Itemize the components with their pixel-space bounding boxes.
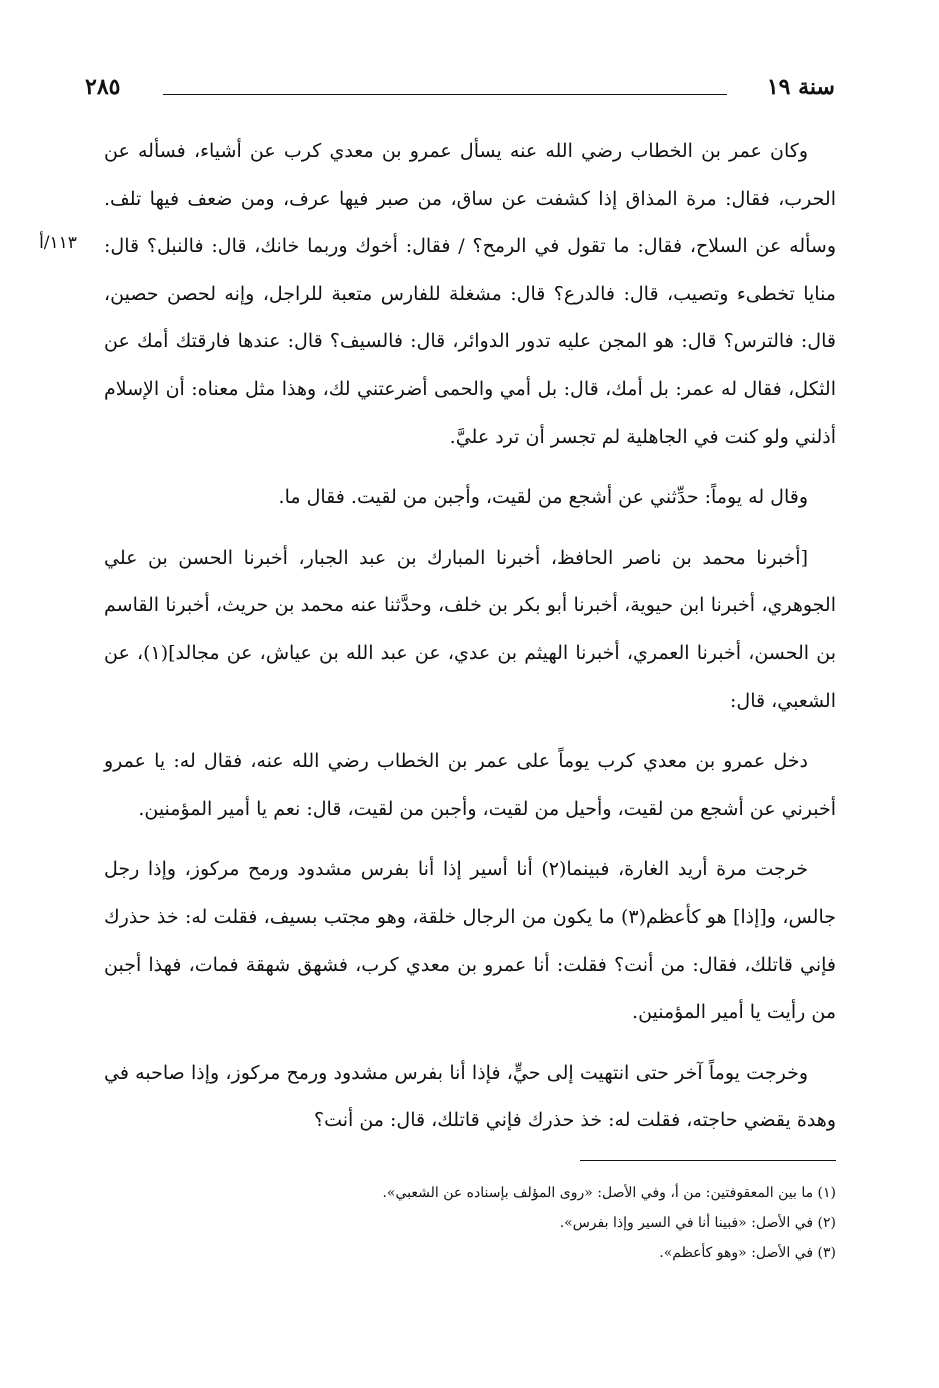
footnote-1: (١) ما بين المعقوفتين: من أ، وفي الأصل: «روى المؤلف بإسناده عن الشعبي». <box>382 1185 836 1201</box>
footnotes <box>240 1178 836 1268</box>
page-header <box>85 70 835 104</box>
footnote-3: (٣) في الأصل: «وهو كأعظم». <box>659 1245 836 1261</box>
header-rule <box>163 94 727 95</box>
paragraph-3: [أخبرنا محمد بن ناصر الحافظ، أخبرنا المبارك بن عبد الجبار، أخبرنا الحسن بن علي الجوهري، أخبرنا ابن حيوية، أخبرنا أبو بكر بن خلف، وحدَّثنا عنه محمد بن حريث، أخبرنا القاسم بن الحسن، أخبرنا العمري، أخبرنا الهيثم بن عدي، عن عبد الله بن عياش، عن مجالد](١)، عن الشعبي، قال: <box>104 546 836 712</box>
paragraph-2: وقال له يوماً: حدِّثني عن أشجع من لقيت، وأجبن من لقيت. فقال ما. <box>278 486 808 509</box>
paragraph-4: دخل عمرو بن معدي كرب يوماً على عمر بن الخطاب رضي الله عنه، فقال له: يا عمرو أخبرني عن أشجع من لقيت، وأحيل من لقيت، وأجبن من لقيت، قال: نعم يا أمير المؤمنين. <box>104 750 836 820</box>
body-text <box>104 128 836 1158</box>
paragraph-6: وخرجت يوماً آخر حتى انتهيت إلى حيٍّ، فإذا أنا بفرس مشدود ورمح مركوز، وإذا صاحبه في وهدة يقضي حاجته، فقلت له: خذ حذرك فإني قاتلك، قال: من أنت؟ <box>104 1061 836 1132</box>
paragraph-1: وكان عمر بن الخطاب رضي الله عنه يسأل عمرو بن معدي كرب عن أشياء، فسأله عن الحرب، فقال: مرة المذاق إذا كشفت عن ساق، من صبر فيها عرف، ومن ضعف فيها تلف. وسأله عن السلاح، فقال: ما تقول في الرمح؟ / فقال: أخوك وربما خانك، قال: فالنبل؟ قال: منايا تخطىء وتصيب، قال: فالدرع؟ قال: مشغلة للفارس متعبة للراجل، وإنه لحصن حصين، قال: فالترس؟ قال: هو المجن عليه تدور الدوائر، قال: فالسيف؟ قال: عندها فارقتك أمك عن الثكل، فقال له عمر: بل أمك، قال: بل أمي والحمى أضرعتني لك، وهذا مثل معناه: أن الإسلام أذلني ولو كنت في الجاهلية لم تجسر أن ترد عليَّ. <box>104 140 836 448</box>
footnote-2: (٢) في الأصل: «فبينا أنا في السير وإذا بفرس». <box>559 1215 836 1231</box>
running-head: سنة ١٩ <box>766 74 835 100</box>
paragraph-5: خرجت مرة أريد الغارة، فبينما(٢) أنا أسير إذا أنا بفرس مشدود ورمح مركوز، وإذا رجل جالس، و[إذا] هو كأعظم(٣) ما يكون من الرجال خلقة، وهو مجتب بسيف، فقلت له: خذ حذرك فإني قاتلك، فقال: من أنت؟ فقلت: أنا عمرو بن معدي كرب، فشهق شهقة فمات، فهذا أجبن من رأيت يا أمير المؤمنين. <box>104 858 836 1024</box>
footnote-rule <box>580 1160 836 1161</box>
manuscript-folio-note: ١١٣/أ <box>39 233 77 253</box>
page-number: ٢٨٥ <box>85 74 121 100</box>
